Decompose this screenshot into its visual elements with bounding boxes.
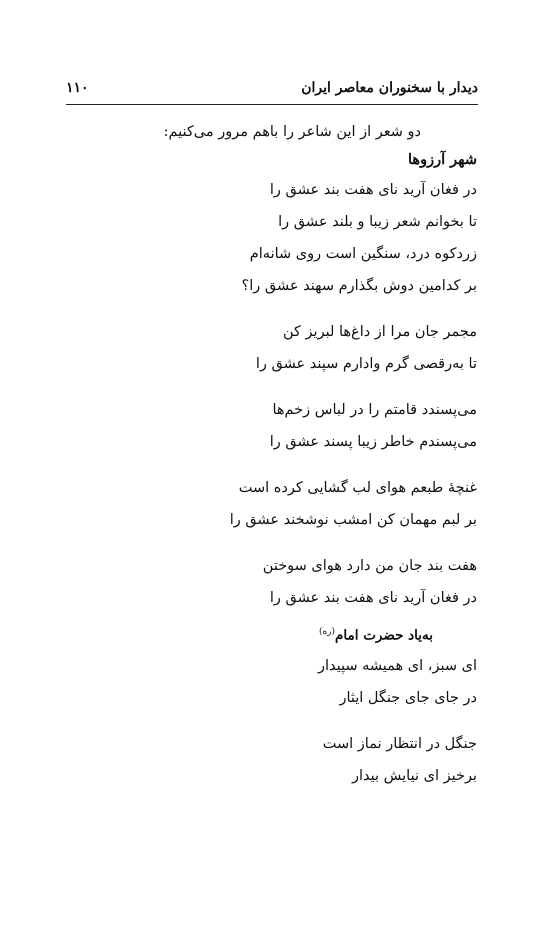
verse-line: می‌پسندم خاطر زیبا پسند عشق را	[269, 434, 477, 450]
honorific-superscript: (ره)	[318, 627, 336, 637]
poem-subtitle	[67, 614, 477, 650]
verse-line: در فغان آرید نای هفت بند عشق را	[269, 590, 477, 606]
verse-line: تا بخوانم شعر زیبا و بلند عشق را	[278, 214, 477, 230]
verse-line: جنگل در انتظار نماز است	[322, 736, 477, 752]
verse-line: می‌پسندد قامتم را در لباس زخم‌ها	[272, 402, 477, 418]
verse-line: هفت بند جان من دارد هوای سوختن	[262, 558, 477, 574]
verse-line: بر کدامین دوش بگذارم سهند عشق را؟	[241, 278, 477, 294]
verse-line: مجمر جان مرا از داغ‌ها لبریز کن	[283, 324, 477, 340]
stanza	[67, 550, 477, 614]
verse-line: در جای جای جنگل ایثار	[339, 690, 477, 706]
stanza	[67, 472, 477, 536]
stanza	[67, 650, 477, 714]
running-title: دیدار با سخنوران معاصر ایران	[301, 80, 478, 96]
stanza	[67, 728, 477, 792]
verse-line: در فغان آرید نای هفت بند عشق را	[269, 182, 477, 198]
verse-line: برخیز ای نیایش بیدار	[352, 768, 477, 784]
verse-line: زردکوه درد، سنگین است روی شانه‌ام	[249, 246, 477, 262]
verse-line: تا به‌رقصی گرم وادارم سپند عشق را	[255, 356, 477, 372]
poem-title: شهر آرزوها	[408, 151, 477, 168]
verse-line: بر لبم مهمان کن امشب نوشخند عشق را	[229, 512, 477, 528]
verse-line: غنچهٔ طبعم هوای لب گشایی کرده است	[238, 480, 477, 496]
intro-text: دو شعر از این شاعر را باهم مرور می‌کنیم:	[163, 124, 421, 140]
page-body	[67, 118, 477, 792]
page-number: ۱۱۰	[66, 80, 89, 96]
running-header	[66, 80, 478, 105]
stanza	[67, 394, 477, 458]
poem-subtitle-text: به‌یاد حضرت امام	[335, 627, 433, 644]
verse-line: ای سبز، ای همیشه سپیدار	[317, 658, 477, 674]
stanza	[67, 316, 477, 380]
stanza	[67, 174, 477, 302]
